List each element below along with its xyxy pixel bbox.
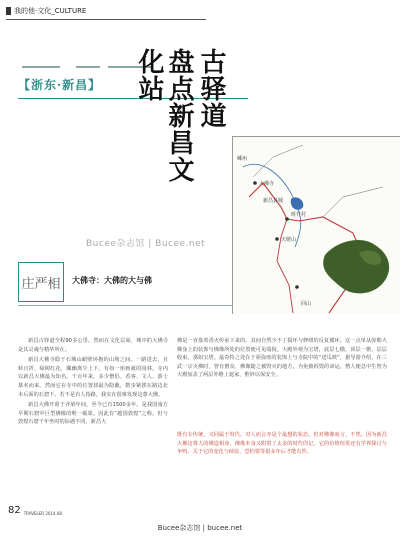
map-label-tianmu: 天姥山 (281, 237, 297, 243)
poi-dafosi (253, 181, 257, 185)
lake (291, 197, 304, 209)
poi-tianmu (275, 237, 279, 241)
body-right-column (177, 337, 387, 382)
map-graphic (233, 137, 400, 315)
poi-huishan (295, 285, 299, 289)
road-secondary-2 (323, 187, 383, 217)
article-title (134, 48, 226, 198)
map-label-dafosi: 大佛寺 (259, 181, 275, 187)
paragraph: 新昌古驿道全程90多公里。然而在文化层面，城中的大佛寺是其灵魂与精华所在。 (18, 338, 168, 353)
site-credit: Bucee杂志馆 | bucee.net (157, 524, 243, 532)
poi-banzhu (285, 217, 289, 221)
paragraph: 新昌大佛开凿于齐梁年间，至今已有1500多年。是我国南方早期石窟中巨型佛像的唯一硕果。因此有“越国敦煌”之称。但与敦煌石窟千年坐时的际遇不同，新昌大 (18, 402, 168, 426)
author-name: 庄严相 (18, 262, 64, 302)
map-label-banzhu: 班竹村 (291, 212, 307, 218)
route-map (232, 136, 400, 314)
mountain-area (323, 240, 389, 293)
watermark: Bucee杂志馆 | Bucee.net (86, 239, 206, 249)
title-line-2: 盘点新昌文化站 (134, 48, 194, 183)
section-rule (6, 19, 206, 20)
subtitle: 大佛寺：大佛的大与佛 (72, 276, 152, 285)
paragraph: 新昌大佛寺隐于石城山峭壁环抱的山坳之间。一路进去，且转且折，绿树红花，藏幽离尘上下。有如一座画就的园林。寺内以新昌大佛最为知名。千百年来，多少僧侣、香客、文人、游士慕名而来。然而它在寺中的位置却最为隐蔽，数步紧挨在路边北本后面的石窟下。若不是有人指路，我实在很难发现这尊大佛。 (18, 357, 168, 398)
page-footer (8, 506, 62, 516)
issue-label: TRAVELER 2014.08 (23, 511, 62, 516)
page-number: 82 (8, 505, 21, 516)
pull-quote: 既有专传统，又同属于时代。对人而言亦是个最想的状态，但对佛像而言，不然。因为新昌大佛这尊人的佛造相身，佛像本身又附着了太多的时代印记。它的价值恒常还有学界探讨与争鸣、关于它的变化与续弦，恐怕要等很多年后才能有答。 (177, 432, 387, 456)
section-mark (6, 7, 11, 15)
author-rule (18, 305, 233, 306)
map-label-county: 新昌县城 (263, 198, 284, 204)
section-label: 我的他·文化_CULTURE (14, 7, 87, 15)
paragraph: 佛是一直靠着香火传承下来的。其间自然少不了损坏与修缮的反复循环。这一点单从弥勒大佛身上的装饰与佛像所处的位置便可见端倪。大殿外观为宝塔，底层七楹，顶层一檐，层层收束。那如宝塔。最奇特之处在于须弥座的装饰上与寺院中的“送瓜啖”，据导游介绍，在三武一宗灭佛时，曾有僧众、佛像随之被毁灭的地方，为免被拆毁的命运。僧人便急中生智为大殿加盖了两层外檐上遮家，惟妙以保安全。 (177, 338, 387, 379)
deco-bar-2 (76, 66, 100, 68)
section-header (6, 6, 86, 16)
body-left-column (18, 337, 168, 429)
road-secondary (253, 145, 303, 177)
title-line-1: 古驿道 (196, 48, 226, 129)
map-label-huishan: 回山 (301, 301, 312, 307)
region-tag: 【浙东·新昌】 (18, 77, 102, 92)
road-branch (277, 219, 293, 313)
deco-bar-1 (22, 66, 60, 68)
map-label-shengzhou: 嵊州 (237, 156, 248, 162)
